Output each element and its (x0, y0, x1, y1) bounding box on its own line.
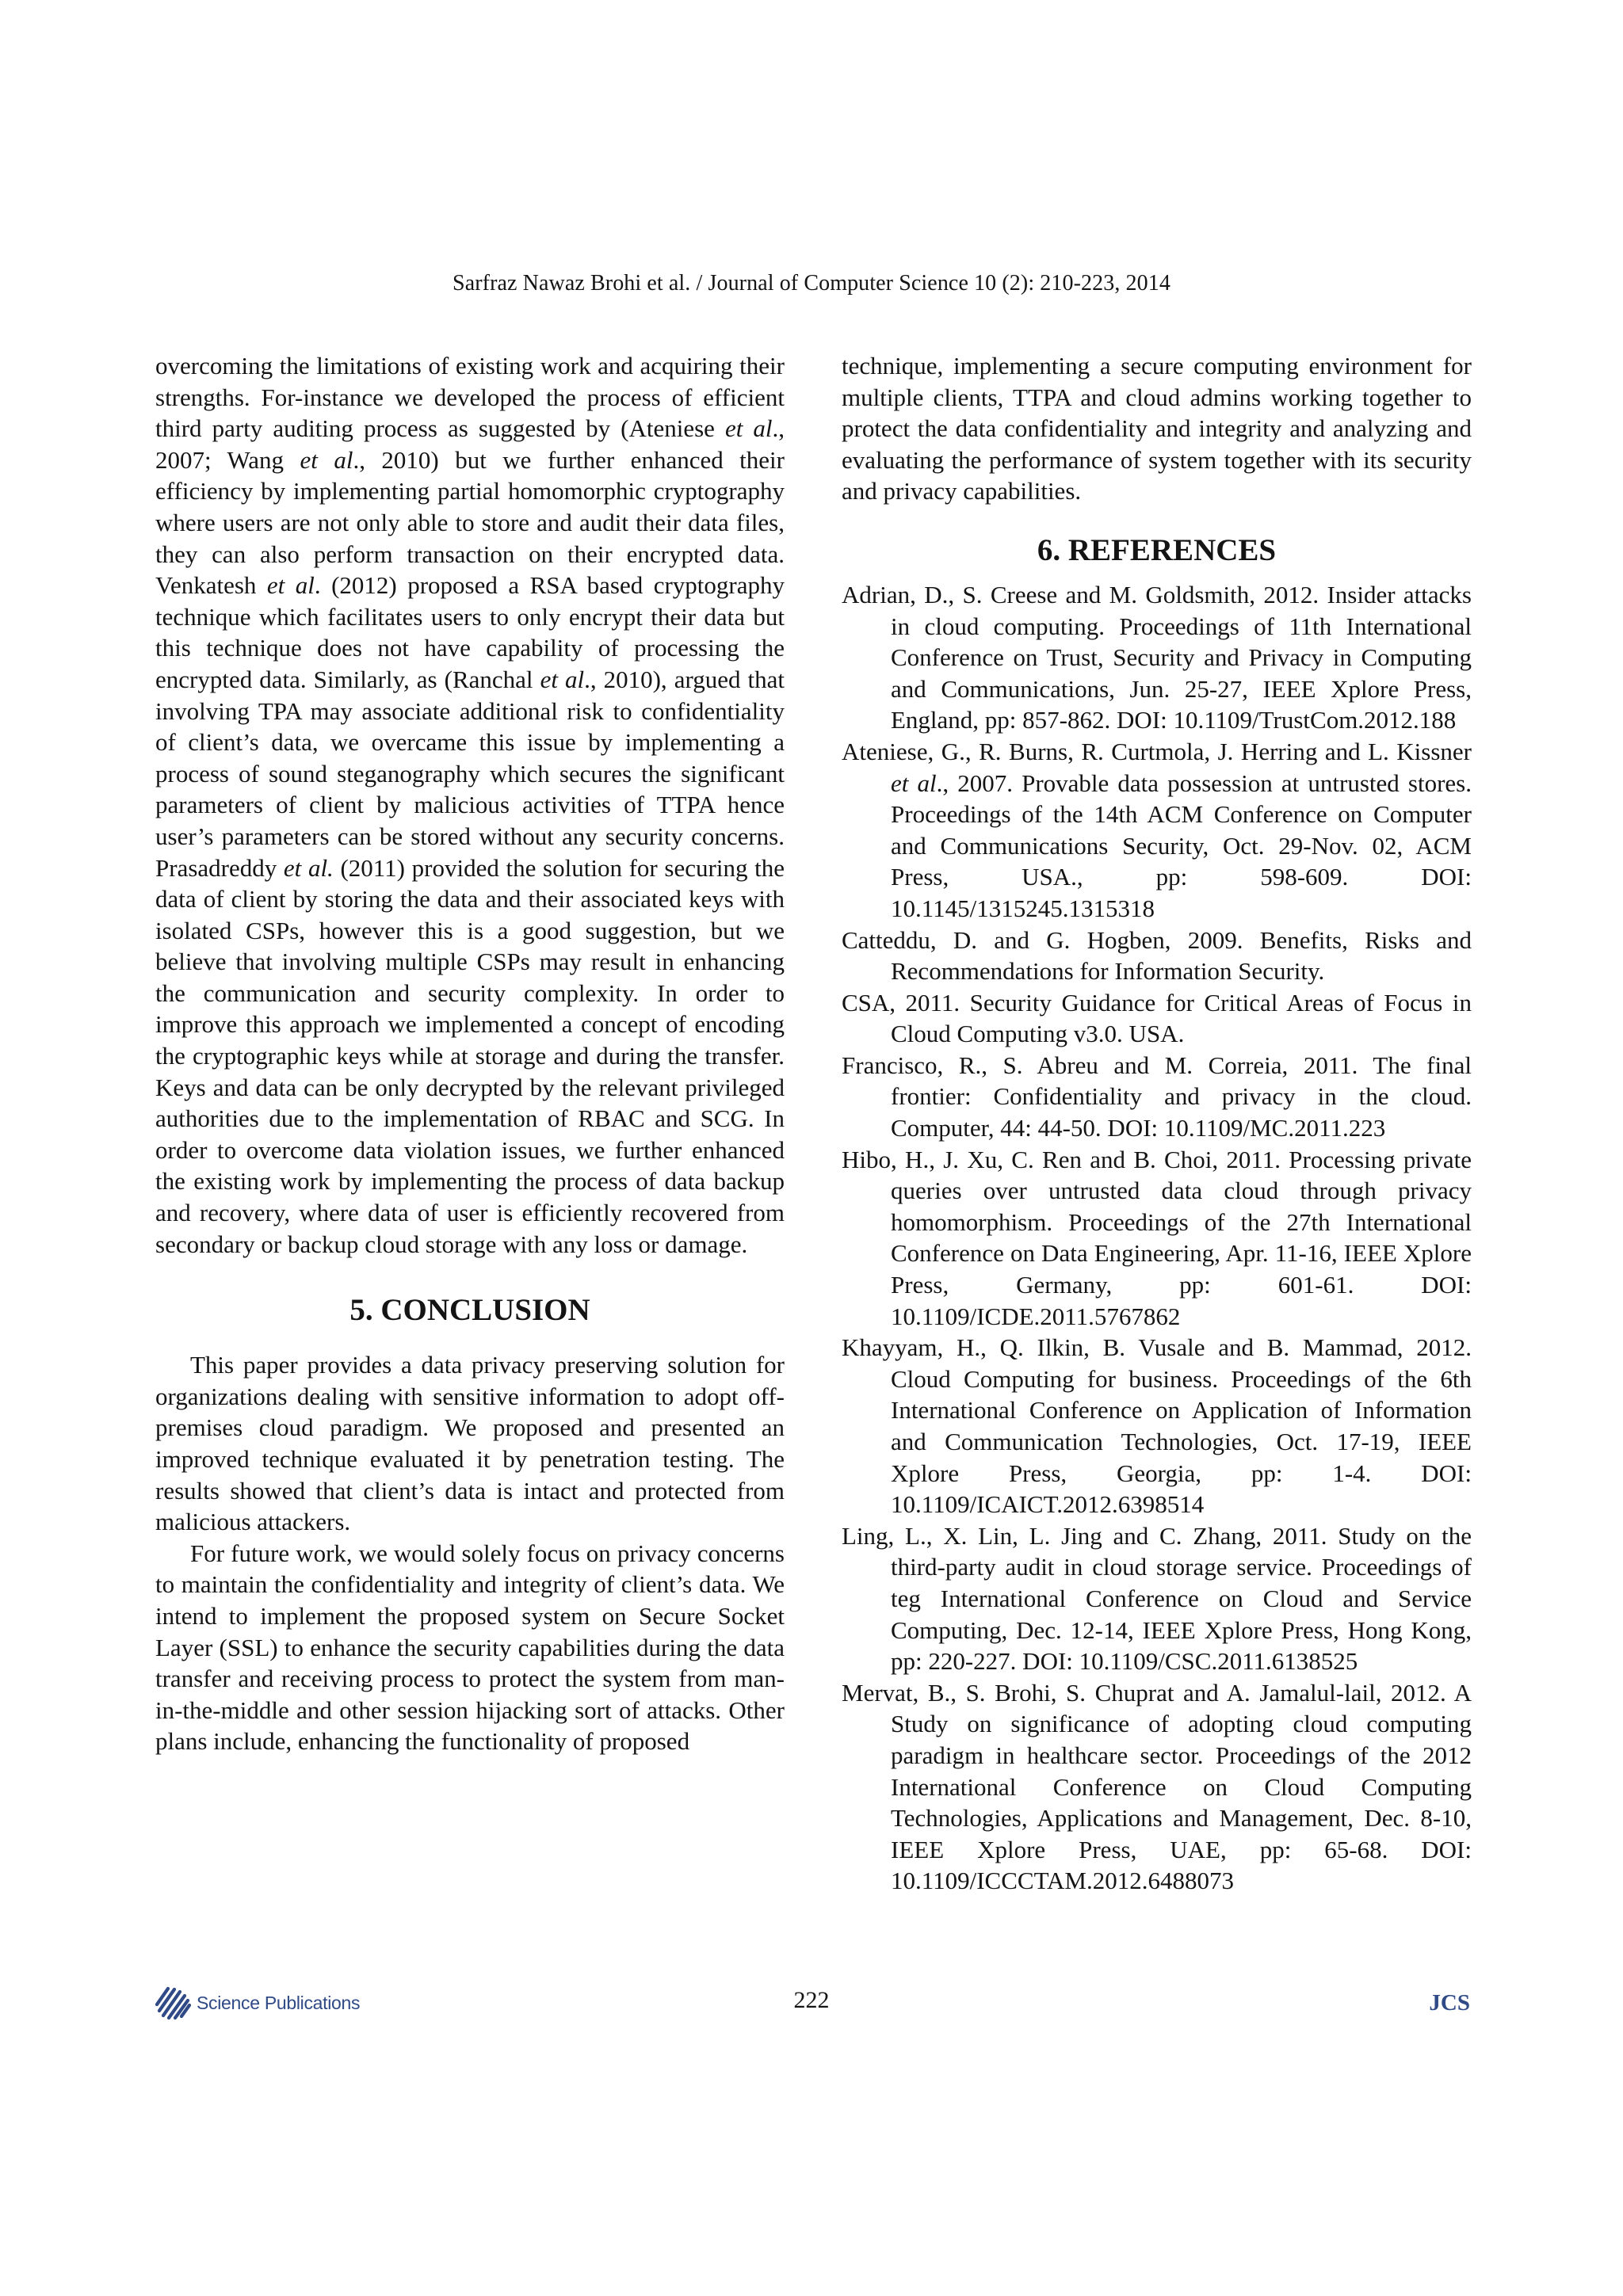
italic-et-al: et al (266, 571, 315, 600)
section-heading-references: 6. REFERENCES (1037, 532, 1277, 567)
reference-item: Ling, L., X. Lin, L. Jing and C. Zhang, 2011. Study on the third-party audit in cloud storage service. Proceedings of teg International Conference on Cloud and Service Computing, Dec. 12-14, IEEE Xplore Press, Hong Kong, pp: 220-227. DOI: 10.1109/CSC.2011.6138525 (842, 1521, 1472, 1676)
reference-list (842, 579, 1472, 1897)
text-run: ., 2007. Provable data possession at untrusted stores. Proceedings of the 14th ACM Conference on Computer and Communications Security, Oct. 29-Nov. 02, ACM Press, USA., pp: 598-609. DOI: 10.1145/1315245.1315318 (891, 769, 1472, 922)
italic-et-al: et al (300, 445, 353, 474)
section-heading-conclusion: 5. CONCLUSION (349, 1293, 590, 1328)
right-column (842, 350, 1472, 1897)
text-run: Ateniese, G., R. Burns, R. Curtmola, J. Herring and L. Kissner (842, 737, 1472, 765)
italic-et-al: et al (724, 414, 773, 443)
text-run: overcoming the limitations of existing work and acquiring their strengths. For-instance we developed the process of efficient third party auditing process as suggested by (Ateniese (155, 352, 785, 443)
conclusion-paragraph-1: This paper provides a data privacy preserving solution for organizations dealing with sensitive information to adopt off-premises cloud paradigm. We proposed and presented an improved technique evaluated it by penetration testing. The results showed that client’s data is intact and protected from malicious attackers. (155, 1351, 785, 1536)
body-paragraph-related-work (155, 350, 785, 1260)
reference-item: Adrian, D., S. Creese and M. Goldsmith, 2012. Insider attacks in cloud computing. Proceedings of 11th International Conference on Trust, Security and Privacy in Computing and Communications, Jun. 25-27, IEEE Xplore Press, England, pp: 857-862. DOI: 10.1109/TrustCom.2012.188 (842, 580, 1472, 734)
conclusion-paragraph-2: For future work, we would solely focus on privacy concerns to maintain the confidentiality and integrity of client’s data. We intend to implement the proposed system on Secure Socket Layer (SSL) to enhance the security capabilities during the data transfer and receiving process to protect the system from man-in-the-middle and other session hijacking sort of attacks. Other plans include, enhancing the functionality of proposed (155, 1539, 785, 1756)
italic-et-al: et al (891, 769, 937, 797)
text-run: ., 2007; Wang (155, 414, 785, 474)
reference-item: Catteddu, D. and G. Hogben, 2009. Benefits, Risks and Recommendations for Information Security. (842, 925, 1472, 986)
publisher-name: Science Publications (197, 1992, 361, 2013)
italic-et-al: et al. (283, 853, 334, 882)
reference-item: Hibo, H., J. Xu, C. Ren and B. Choi, 2011. Processing private queries over untrusted data cloud through privacy homomorphism. Proceedings of the 27th International Conference on Data Engineering, Apr. 11-16, IEEE Xplore Press, Germany, pp: 601-61. DOI: 10.1109/ICDE.2011.5767862 (842, 1145, 1472, 1330)
running-head: Sarfraz Nawaz Brohi et al. / Journal of Computer Science 10 (2): 210-223, 2014 (453, 271, 1170, 296)
text-run: . (2012) proposed a RSA based cryptography technique which facilitates users to only encrypt their data but this technique does not have capability of processing the encrypted data. Similarly, as (Ranchal (155, 571, 785, 693)
text-run: ., 2010), argued that involving TPA may associate additional risk to confidentiality of client’s data, we overcame this issue by implementing a process of sound steganography which secures the significant parameters of client by malicious activities of TTPA hence user’s parameters can be stored without any security concerns. Prasadreddy (155, 665, 785, 882)
text-run: ., 2010) but we further enhanced their efficiency by implementing partial homomorphic cryptography where users are not only able to store and audit their data files, they can also perform transaction on their encrypted data. Venkatesh (155, 445, 785, 600)
reference-item: CSA, 2011. Security Guidance for Critical Areas of Focus in Cloud Computing v3.0. USA. (842, 988, 1472, 1048)
body-paragraph-continuation: technique, implementing a secure computing environment for multiple clients, TTPA and cloud admins working together to protect the data confidentiality and integrity and analyzing and evaluating the performance of system together with its security and privacy capabilities. (842, 352, 1472, 505)
reference-item: Mervat, B., S. Brohi, S. Chuprat and A. Jamalul-lail, 2012. A Study on significance of adopting cloud computing paradigm in healthcare sector. Proceedings of the 2012 International Conference on Cloud Computing Technologies, Applications and Management, Dec. 8-10, IEEE Xplore Press, UAE, pp: 65-68. DOI: 10.1109/ICCCTAM.2012.6488073 (842, 1678, 1472, 1895)
reference-item (842, 736, 1472, 925)
page-number: 222 (793, 1987, 830, 2013)
text-run: (2011) provided the solution for securing the data of client by storing the data and their associated keys with isolated CSPs, however this is a good suggestion, but we believe that involving multiple CSPs may result in enhancing the communication and security complexity. In order to improve this approach we implemented a concept of encoding the cryptographic keys while at storage and during the transfer. Keys and data can be only decrypted by the relevant privileged authorities due to the implementation of RBAC and SCG. In order to overcome data violation issues, we further enhanced the existing work by implementing the process of data backup and recovery, where data of user is efficiently recovered from secondary or backup cloud storage with any loss or damage. (155, 853, 785, 1258)
page-footer (0, 1979, 1623, 2027)
left-column (155, 350, 785, 1757)
reference-item: Francisco, R., S. Abreu and M. Correia, 2011. The final frontier: Confidentiality and privacy in the cloud. Computer, 44: 44-50. DOI: 10.1109/MC.2011.223 (842, 1051, 1472, 1142)
italic-et-al: et al (540, 665, 585, 693)
reference-item: Khayyam, H., Q. Ilkin, B. Vusale and B. Mammad, 2012. Cloud Computing for business. Proceedings of the 6th International Conference on Application of Information and Communication Technologies, Oct. 17-19, IEEE Xplore Press, Georgia, pp: 1-4. DOI: 10.1109/ICAICT.2012.6398514 (842, 1333, 1472, 1519)
journal-abbreviation: JCS (1429, 1990, 1470, 2016)
